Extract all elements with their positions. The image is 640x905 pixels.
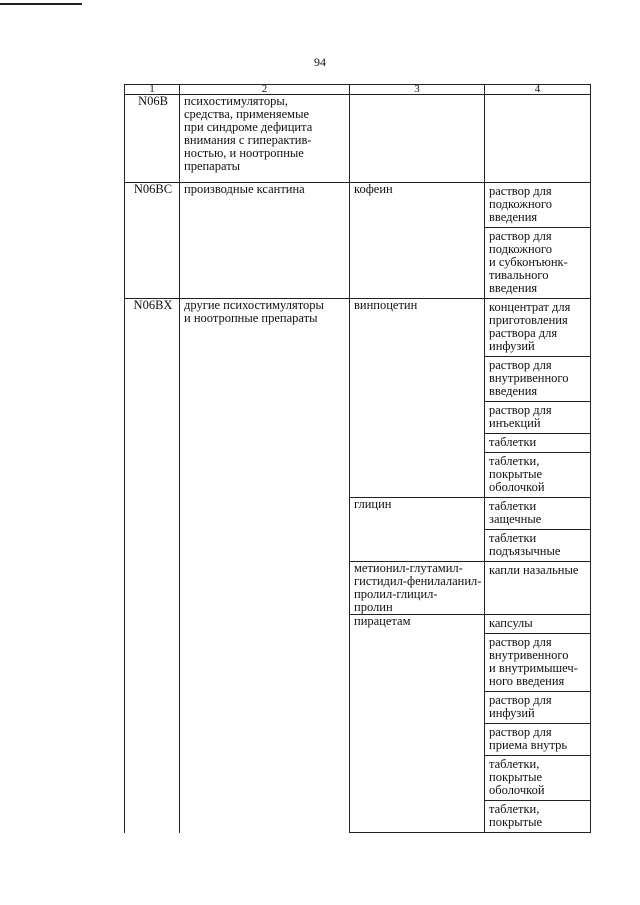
group-name-line: средства, применяемые [184,107,310,121]
table-row [125,299,591,498]
dosage-form [485,401,590,433]
dosage-form [485,691,590,723]
table-row [125,95,591,183]
dosage-form-line: подкожного [489,197,552,211]
dosage-form-line: защечные [489,512,542,526]
dosage-form [485,529,590,561]
atc-code-cell: N06BC [125,183,180,299]
dosage-form [485,723,590,755]
dosage-form-line: инфузий [489,706,535,720]
drug-name-line: гистидил-фенилаланил- [354,574,482,588]
dosage-form-line: приема внутрь [489,738,568,752]
top-rule [0,3,82,5]
atc-code-cell: N06BX [125,299,180,833]
dosage-form-line: раствор для [489,635,552,649]
atc-code-cell: N06B [125,95,180,183]
dosage-form-cell [485,183,591,299]
column-header-2: 2 [180,85,350,95]
dosage-form-cell [485,498,591,562]
group-name-line: производные ксантина [184,182,305,196]
dosage-form [485,299,590,356]
dosage-form-line: таблетки [489,499,537,513]
dosage-form-line: таблетки [489,435,537,449]
dosage-form-line: внутривенного [489,371,569,385]
drug-name-line: пирацетам [354,614,411,628]
drug-name-line: кофеин [354,182,393,196]
dosage-form-line: покрытые [489,815,543,829]
dosage-form-line: раствор для [489,693,552,707]
dosage-form [485,356,590,401]
dosage-form-cell [485,95,591,183]
header-row [125,85,591,95]
group-name-cell [180,95,350,183]
group-name-line: препараты [184,159,241,173]
dosage-form-line: таблетки, [489,454,540,468]
dosage-form [485,452,590,497]
drug-name-line: метионил-глутамил- [354,561,463,575]
dosage-form-line: введения [489,210,538,224]
column-header-1: 1 [125,85,180,95]
dosage-form-cell [485,562,591,615]
group-name-cell [180,183,350,299]
dosage-form-line: введения [489,281,538,295]
dosage-form-line: покрытые [489,467,543,481]
dosage-form-line: подкожного [489,242,552,256]
dosage-form-line: капсулы [489,616,533,630]
page-number: 94 [314,55,326,69]
group-name-line: другие психостимуляторы [184,298,324,312]
dosage-form-line: покрытые [489,770,543,784]
table-row [125,183,591,299]
drug-name-line: глицин [354,497,392,511]
group-name-line: при синдроме дефицита [184,120,313,134]
dosage-form-line: раствор для [489,184,552,198]
drug-name-cell [350,95,485,183]
dosage-form-line: подъязычные [489,544,561,558]
group-name-line: внимания с гиперактив- [184,133,312,147]
dosage-form [485,227,590,298]
dosage-form-line: тивального [489,268,549,282]
drug-name-line: пролил-глицил- [354,587,438,601]
dosage-form-line: раствор для [489,358,552,372]
dosage-form [485,562,590,580]
dosage-form [485,755,590,800]
dosage-form-line: раствор для [489,403,552,417]
dosage-form-line: приготовления [489,313,568,327]
dosage-form-line: таблетки [489,531,537,545]
dosage-form-line: и внутримышеч- [489,661,578,675]
dosage-form-line: инфузий [489,339,535,353]
dosage-form-cell [485,615,591,833]
dosage-form [485,633,590,691]
group-name-line: психостимуляторы, [184,94,288,108]
dosage-form [485,615,590,633]
drug-name-cell [350,562,485,615]
drug-name-line: пролин [354,600,393,614]
group-name-line: и ноотропные препараты [184,311,318,325]
dosage-form-line: инъекций [489,416,541,430]
dosage-form-line: капли назальные [489,563,579,577]
group-name-line: ностью, и ноотропные [184,146,304,160]
drug-table [124,84,591,833]
dosage-form-line: концентрат для [489,300,571,314]
dosage-form-line: и субконъюнк- [489,255,568,269]
dosage-form [485,498,590,529]
dosage-form-line: таблетки, [489,757,540,771]
drug-name-cell [350,183,485,299]
dosage-form-line: оболочкой [489,480,545,494]
dosage-form-line: раствор для [489,229,552,243]
drug-name-cell [350,615,485,833]
column-header-4: 4 [485,85,591,95]
dosage-form [485,433,590,452]
dosage-form [485,800,590,832]
dosage-form-line: внутривенного [489,648,569,662]
dosage-form-line: ного введения [489,674,565,688]
dosage-form-line: таблетки, [489,802,540,816]
drug-name-line: винпоцетин [354,298,418,312]
dosage-form-line: раствора для [489,326,558,340]
dosage-form-line: оболочкой [489,783,545,797]
dosage-form-line: раствор для [489,725,552,739]
column-header-3: 3 [350,85,485,95]
dosage-form [485,183,590,227]
drug-name-cell [350,498,485,562]
group-name-cell [180,299,350,833]
drug-name-cell [350,299,485,498]
dosage-form-cell [485,299,591,498]
dosage-form-line: введения [489,384,538,398]
